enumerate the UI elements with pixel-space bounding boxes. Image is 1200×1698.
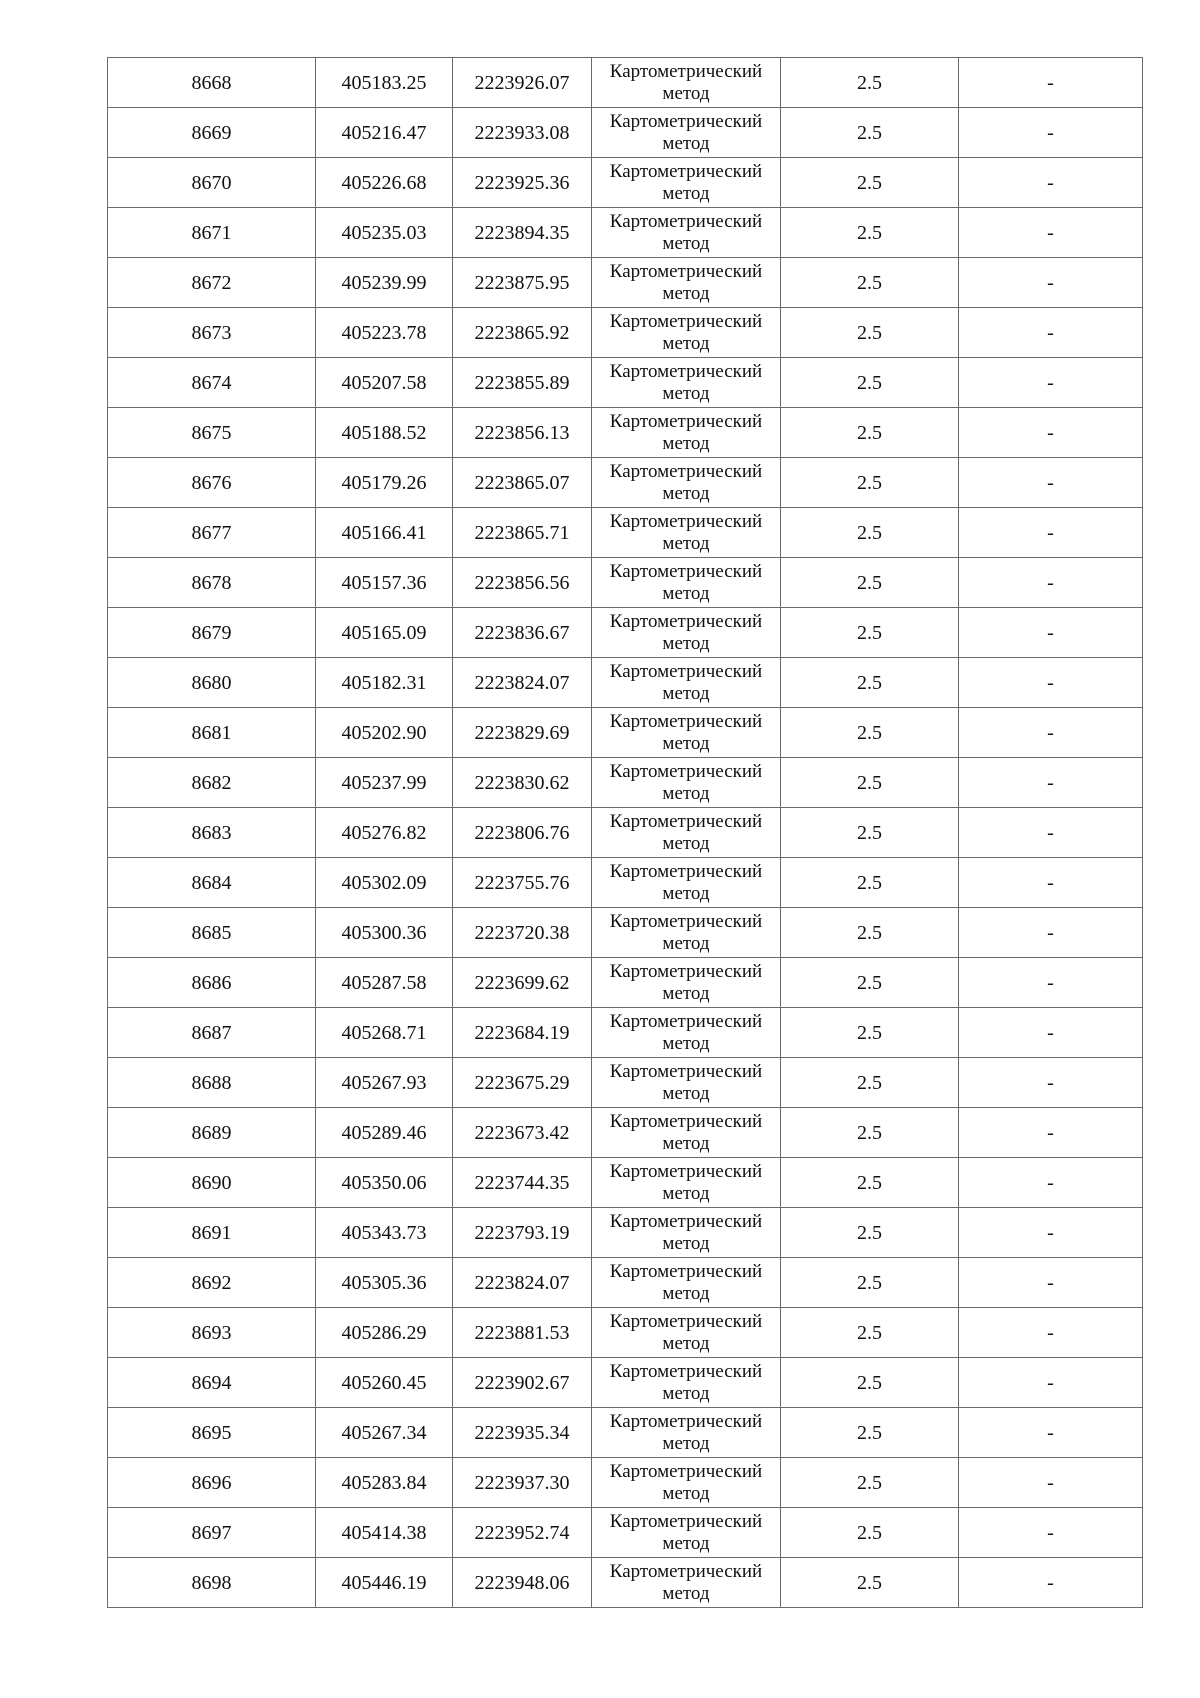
- method-label-line2: метод: [662, 682, 710, 704]
- method-label-line2: метод: [662, 132, 710, 154]
- accuracy-cell: 2.5: [781, 808, 959, 858]
- note-cell: -: [959, 1508, 1143, 1558]
- note-cell: -: [959, 208, 1143, 258]
- method-label-line1: Картометрический: [609, 361, 763, 383]
- method-cell: [592, 58, 781, 108]
- method-cell: [592, 758, 781, 808]
- method-label-line1: Картометрический: [609, 1111, 763, 1133]
- note-cell: -: [959, 1008, 1143, 1058]
- y-coordinate-cell: 2223673.42: [453, 1108, 592, 1158]
- note-cell: -: [959, 958, 1143, 1008]
- note-cell: -: [959, 408, 1143, 458]
- x-coordinate-cell: 405202.90: [316, 708, 453, 758]
- method-label-line1: Картометрический: [609, 511, 763, 533]
- note-cell: -: [959, 808, 1143, 858]
- table-row: [108, 1108, 1143, 1158]
- x-coordinate-cell: 405207.58: [316, 358, 453, 408]
- x-coordinate-cell: 405267.34: [316, 1408, 453, 1458]
- method-label-line2: метод: [662, 1332, 710, 1354]
- point-number-cell: 8687: [108, 1008, 316, 1058]
- y-coordinate-cell: 2223684.19: [453, 1008, 592, 1058]
- table-row: [108, 708, 1143, 758]
- point-number-cell: 8682: [108, 758, 316, 808]
- note-cell: -: [959, 608, 1143, 658]
- method-label-line2: метод: [662, 782, 710, 804]
- point-number-cell: 8680: [108, 658, 316, 708]
- note-cell: -: [959, 1358, 1143, 1408]
- point-number-cell: 8681: [108, 708, 316, 758]
- x-coordinate-cell: 405183.25: [316, 58, 453, 108]
- point-number-cell: 8677: [108, 508, 316, 558]
- accuracy-cell: 2.5: [781, 1058, 959, 1108]
- note-cell: -: [959, 258, 1143, 308]
- note-cell: -: [959, 558, 1143, 608]
- accuracy-cell: 2.5: [781, 308, 959, 358]
- note-cell: -: [959, 1108, 1143, 1158]
- accuracy-cell: 2.5: [781, 558, 959, 608]
- y-coordinate-cell: 2223937.30: [453, 1458, 592, 1508]
- y-coordinate-cell: 2223755.76: [453, 858, 592, 908]
- point-number-cell: 8692: [108, 1258, 316, 1308]
- method-label-line1: Картометрический: [609, 861, 763, 883]
- method-label-line2: метод: [662, 582, 710, 604]
- note-cell: -: [959, 1158, 1143, 1208]
- method-label-line2: метод: [662, 382, 710, 404]
- method-label-line1: Картометрический: [609, 1511, 763, 1533]
- method-cell: [592, 1258, 781, 1308]
- method-cell: [592, 708, 781, 758]
- accuracy-cell: 2.5: [781, 1308, 959, 1358]
- note-cell: -: [959, 1208, 1143, 1258]
- y-coordinate-cell: 2223824.07: [453, 658, 592, 708]
- y-coordinate-cell: 2223902.67: [453, 1358, 592, 1408]
- method-label-line1: Картометрический: [609, 1011, 763, 1033]
- point-number-cell: 8691: [108, 1208, 316, 1258]
- method-label-line1: Картометрический: [609, 1411, 763, 1433]
- table-row: [108, 508, 1143, 558]
- point-number-cell: 8695: [108, 1408, 316, 1458]
- method-cell: [592, 1458, 781, 1508]
- table-row: [108, 1258, 1143, 1308]
- method-cell: [592, 1358, 781, 1408]
- method-label-line2: метод: [662, 82, 710, 104]
- method-cell: [592, 208, 781, 258]
- x-coordinate-cell: 405267.93: [316, 1058, 453, 1108]
- accuracy-cell: 2.5: [781, 758, 959, 808]
- y-coordinate-cell: 2223865.07: [453, 458, 592, 508]
- method-cell: [592, 1308, 781, 1358]
- table-row: [108, 808, 1143, 858]
- method-label-line2: метод: [662, 332, 710, 354]
- y-coordinate-cell: 2223830.62: [453, 758, 592, 808]
- note-cell: -: [959, 1408, 1143, 1458]
- method-cell: [592, 458, 781, 508]
- method-label-line2: метод: [662, 832, 710, 854]
- method-label-line2: метод: [662, 932, 710, 954]
- note-cell: -: [959, 358, 1143, 408]
- method-label-line1: Картометрический: [609, 1361, 763, 1383]
- method-label-line1: Картометрический: [609, 311, 763, 333]
- accuracy-cell: 2.5: [781, 608, 959, 658]
- method-label-line2: метод: [662, 1582, 710, 1604]
- accuracy-cell: 2.5: [781, 1358, 959, 1408]
- method-label-line1: Картометрический: [609, 761, 763, 783]
- method-label-line1: Картометрический: [609, 711, 763, 733]
- method-label-line2: метод: [662, 882, 710, 904]
- table-row: [108, 258, 1143, 308]
- table-row: [108, 908, 1143, 958]
- method-label-line2: метод: [662, 1132, 710, 1154]
- method-cell: [592, 358, 781, 408]
- note-cell: -: [959, 1308, 1143, 1358]
- accuracy-cell: 2.5: [781, 158, 959, 208]
- method-label-line1: Картометрический: [609, 1561, 763, 1583]
- accuracy-cell: 2.5: [781, 258, 959, 308]
- point-number-cell: 8674: [108, 358, 316, 408]
- method-label-line1: Картометрический: [609, 461, 763, 483]
- table-row: [108, 108, 1143, 158]
- accuracy-cell: 2.5: [781, 458, 959, 508]
- y-coordinate-cell: 2223935.34: [453, 1408, 592, 1458]
- point-number-cell: 8669: [108, 108, 316, 158]
- method-label-line2: метод: [662, 1432, 710, 1454]
- table-row: [108, 408, 1143, 458]
- method-label-line1: Картометрический: [609, 1261, 763, 1283]
- accuracy-cell: 2.5: [781, 1208, 959, 1258]
- accuracy-cell: 2.5: [781, 1408, 959, 1458]
- method-label-line2: метод: [662, 982, 710, 1004]
- point-number-cell: 8678: [108, 558, 316, 608]
- method-label-line2: метод: [662, 1082, 710, 1104]
- point-number-cell: 8698: [108, 1558, 316, 1608]
- point-number-cell: 8671: [108, 208, 316, 258]
- table-row: [108, 58, 1143, 108]
- method-label-line2: метод: [662, 432, 710, 454]
- point-number-cell: 8694: [108, 1358, 316, 1408]
- method-cell: [592, 958, 781, 1008]
- method-label-line2: метод: [662, 732, 710, 754]
- point-number-cell: 8689: [108, 1108, 316, 1158]
- point-number-cell: 8693: [108, 1308, 316, 1358]
- y-coordinate-cell: 2223699.62: [453, 958, 592, 1008]
- method-label-line2: метод: [662, 1282, 710, 1304]
- accuracy-cell: 2.5: [781, 958, 959, 1008]
- method-cell: [592, 1008, 781, 1058]
- method-label-line1: Картометрический: [609, 61, 763, 83]
- method-label-line1: Картометрический: [609, 1461, 763, 1483]
- x-coordinate-cell: 405188.52: [316, 408, 453, 458]
- table-row: [108, 1208, 1143, 1258]
- note-cell: -: [959, 758, 1143, 808]
- table-row: [108, 458, 1143, 508]
- x-coordinate-cell: 405235.03: [316, 208, 453, 258]
- method-cell: [592, 1508, 781, 1558]
- point-number-cell: 8684: [108, 858, 316, 908]
- x-coordinate-cell: 405216.47: [316, 108, 453, 158]
- table-row: [108, 558, 1143, 608]
- table-row: [108, 158, 1143, 208]
- point-number-cell: 8672: [108, 258, 316, 308]
- note-cell: -: [959, 158, 1143, 208]
- method-label-line2: метод: [662, 532, 710, 554]
- point-number-cell: 8683: [108, 808, 316, 858]
- x-coordinate-cell: 405268.71: [316, 1008, 453, 1058]
- x-coordinate-cell: 405182.31: [316, 658, 453, 708]
- x-coordinate-cell: 405226.68: [316, 158, 453, 208]
- method-cell: [592, 1208, 781, 1258]
- accuracy-cell: 2.5: [781, 908, 959, 958]
- table-row: [108, 308, 1143, 358]
- method-label-line2: метод: [662, 482, 710, 504]
- method-cell: [592, 558, 781, 608]
- x-coordinate-cell: 405289.46: [316, 1108, 453, 1158]
- note-cell: -: [959, 1558, 1143, 1608]
- x-coordinate-cell: 405157.36: [316, 558, 453, 608]
- x-coordinate-cell: 405287.58: [316, 958, 453, 1008]
- method-cell: [592, 1058, 781, 1108]
- table-row: [108, 658, 1143, 708]
- note-cell: -: [959, 1258, 1143, 1308]
- method-label-line1: Картометрический: [609, 211, 763, 233]
- method-cell: [592, 408, 781, 458]
- method-label-line2: метод: [662, 232, 710, 254]
- accuracy-cell: 2.5: [781, 658, 959, 708]
- method-cell: [592, 808, 781, 858]
- table-row: [108, 1308, 1143, 1358]
- y-coordinate-cell: 2223948.06: [453, 1558, 592, 1608]
- point-number-cell: 8685: [108, 908, 316, 958]
- method-cell: [592, 908, 781, 958]
- method-cell: [592, 1158, 781, 1208]
- point-number-cell: 8697: [108, 1508, 316, 1558]
- y-coordinate-cell: 2223856.13: [453, 408, 592, 458]
- method-label-line1: Картометрический: [609, 661, 763, 683]
- accuracy-cell: 2.5: [781, 1158, 959, 1208]
- method-label-line2: метод: [662, 1182, 710, 1204]
- x-coordinate-cell: 405414.38: [316, 1508, 453, 1558]
- accuracy-cell: 2.5: [781, 508, 959, 558]
- coordinates-table-body: [108, 58, 1143, 1608]
- table-row: [108, 608, 1143, 658]
- method-label-line2: метод: [662, 632, 710, 654]
- point-number-cell: 8679: [108, 608, 316, 658]
- table-row: [108, 1058, 1143, 1108]
- method-cell: [592, 158, 781, 208]
- method-cell: [592, 508, 781, 558]
- note-cell: -: [959, 108, 1143, 158]
- method-cell: [592, 858, 781, 908]
- method-cell: [592, 1408, 781, 1458]
- point-number-cell: 8676: [108, 458, 316, 508]
- method-label-line1: Картометрический: [609, 611, 763, 633]
- method-cell: [592, 308, 781, 358]
- point-number-cell: 8688: [108, 1058, 316, 1108]
- x-coordinate-cell: 405260.45: [316, 1358, 453, 1408]
- accuracy-cell: 2.5: [781, 208, 959, 258]
- y-coordinate-cell: 2223856.56: [453, 558, 592, 608]
- method-label-line1: Картометрический: [609, 1311, 763, 1333]
- method-label-line1: Картометрический: [609, 1061, 763, 1083]
- accuracy-cell: 2.5: [781, 1458, 959, 1508]
- x-coordinate-cell: 405343.73: [316, 1208, 453, 1258]
- accuracy-cell: 2.5: [781, 408, 959, 458]
- method-label-line2: метод: [662, 1482, 710, 1504]
- y-coordinate-cell: 2223829.69: [453, 708, 592, 758]
- x-coordinate-cell: 405276.82: [316, 808, 453, 858]
- y-coordinate-cell: 2223836.67: [453, 608, 592, 658]
- y-coordinate-cell: 2223881.53: [453, 1308, 592, 1358]
- y-coordinate-cell: 2223865.71: [453, 508, 592, 558]
- note-cell: -: [959, 308, 1143, 358]
- note-cell: -: [959, 508, 1143, 558]
- y-coordinate-cell: 2223720.38: [453, 908, 592, 958]
- method-label-line2: метод: [662, 1232, 710, 1254]
- coordinates-table: [107, 57, 1143, 1608]
- x-coordinate-cell: 405305.36: [316, 1258, 453, 1308]
- table-row: [108, 1358, 1143, 1408]
- table-row: [108, 1158, 1143, 1208]
- y-coordinate-cell: 2223925.36: [453, 158, 592, 208]
- y-coordinate-cell: 2223744.35: [453, 1158, 592, 1208]
- y-coordinate-cell: 2223855.89: [453, 358, 592, 408]
- x-coordinate-cell: 405223.78: [316, 308, 453, 358]
- table-row: [108, 1558, 1143, 1608]
- point-number-cell: 8670: [108, 158, 316, 208]
- table-row: [108, 858, 1143, 908]
- accuracy-cell: 2.5: [781, 58, 959, 108]
- note-cell: -: [959, 858, 1143, 908]
- y-coordinate-cell: 2223926.07: [453, 58, 592, 108]
- point-number-cell: 8668: [108, 58, 316, 108]
- x-coordinate-cell: 405179.26: [316, 458, 453, 508]
- method-label-line1: Картометрический: [609, 1161, 763, 1183]
- method-label-line2: метод: [662, 1382, 710, 1404]
- accuracy-cell: 2.5: [781, 1108, 959, 1158]
- method-cell: [592, 108, 781, 158]
- method-label-line1: Картометрический: [609, 261, 763, 283]
- table-row: [108, 1508, 1143, 1558]
- note-cell: -: [959, 58, 1143, 108]
- note-cell: -: [959, 458, 1143, 508]
- x-coordinate-cell: 405446.19: [316, 1558, 453, 1608]
- y-coordinate-cell: 2223933.08: [453, 108, 592, 158]
- note-cell: -: [959, 1458, 1143, 1508]
- note-cell: -: [959, 658, 1143, 708]
- point-number-cell: 8696: [108, 1458, 316, 1508]
- accuracy-cell: 2.5: [781, 1008, 959, 1058]
- method-cell: [592, 608, 781, 658]
- y-coordinate-cell: 2223675.29: [453, 1058, 592, 1108]
- table-row: [108, 358, 1143, 408]
- point-number-cell: 8675: [108, 408, 316, 458]
- x-coordinate-cell: 405300.36: [316, 908, 453, 958]
- x-coordinate-cell: 405283.84: [316, 1458, 453, 1508]
- y-coordinate-cell: 2223875.95: [453, 258, 592, 308]
- method-label-line1: Картометрический: [609, 1211, 763, 1233]
- accuracy-cell: 2.5: [781, 1558, 959, 1608]
- y-coordinate-cell: 2223824.07: [453, 1258, 592, 1308]
- method-label-line1: Картометрический: [609, 161, 763, 183]
- x-coordinate-cell: 405302.09: [316, 858, 453, 908]
- point-number-cell: 8690: [108, 1158, 316, 1208]
- table-row: [108, 1408, 1143, 1458]
- note-cell: -: [959, 708, 1143, 758]
- x-coordinate-cell: 405350.06: [316, 1158, 453, 1208]
- method-cell: [592, 658, 781, 708]
- x-coordinate-cell: 405237.99: [316, 758, 453, 808]
- accuracy-cell: 2.5: [781, 1258, 959, 1308]
- point-number-cell: 8686: [108, 958, 316, 1008]
- y-coordinate-cell: 2223793.19: [453, 1208, 592, 1258]
- method-cell: [592, 258, 781, 308]
- table-row: [108, 958, 1143, 1008]
- y-coordinate-cell: 2223952.74: [453, 1508, 592, 1558]
- method-cell: [592, 1558, 781, 1608]
- table-row: [108, 1008, 1143, 1058]
- method-label-line1: Картометрический: [609, 111, 763, 133]
- accuracy-cell: 2.5: [781, 108, 959, 158]
- accuracy-cell: 2.5: [781, 358, 959, 408]
- x-coordinate-cell: 405239.99: [316, 258, 453, 308]
- accuracy-cell: 2.5: [781, 708, 959, 758]
- method-label-line1: Картометрический: [609, 961, 763, 983]
- table-row: [108, 208, 1143, 258]
- method-label-line1: Картометрический: [609, 411, 763, 433]
- method-label-line1: Картометрический: [609, 911, 763, 933]
- method-label-line1: Картометрический: [609, 811, 763, 833]
- y-coordinate-cell: 2223894.35: [453, 208, 592, 258]
- y-coordinate-cell: 2223865.92: [453, 308, 592, 358]
- method-cell: [592, 1108, 781, 1158]
- method-label-line2: метод: [662, 1532, 710, 1554]
- x-coordinate-cell: 405286.29: [316, 1308, 453, 1358]
- method-label-line1: Картометрический: [609, 561, 763, 583]
- x-coordinate-cell: 405166.41: [316, 508, 453, 558]
- method-label-line2: метод: [662, 282, 710, 304]
- note-cell: -: [959, 1058, 1143, 1108]
- point-number-cell: 8673: [108, 308, 316, 358]
- method-label-line2: метод: [662, 1032, 710, 1054]
- note-cell: -: [959, 908, 1143, 958]
- table-row: [108, 1458, 1143, 1508]
- table-row: [108, 758, 1143, 808]
- accuracy-cell: 2.5: [781, 1508, 959, 1558]
- y-coordinate-cell: 2223806.76: [453, 808, 592, 858]
- x-coordinate-cell: 405165.09: [316, 608, 453, 658]
- accuracy-cell: 2.5: [781, 858, 959, 908]
- method-label-line2: метод: [662, 182, 710, 204]
